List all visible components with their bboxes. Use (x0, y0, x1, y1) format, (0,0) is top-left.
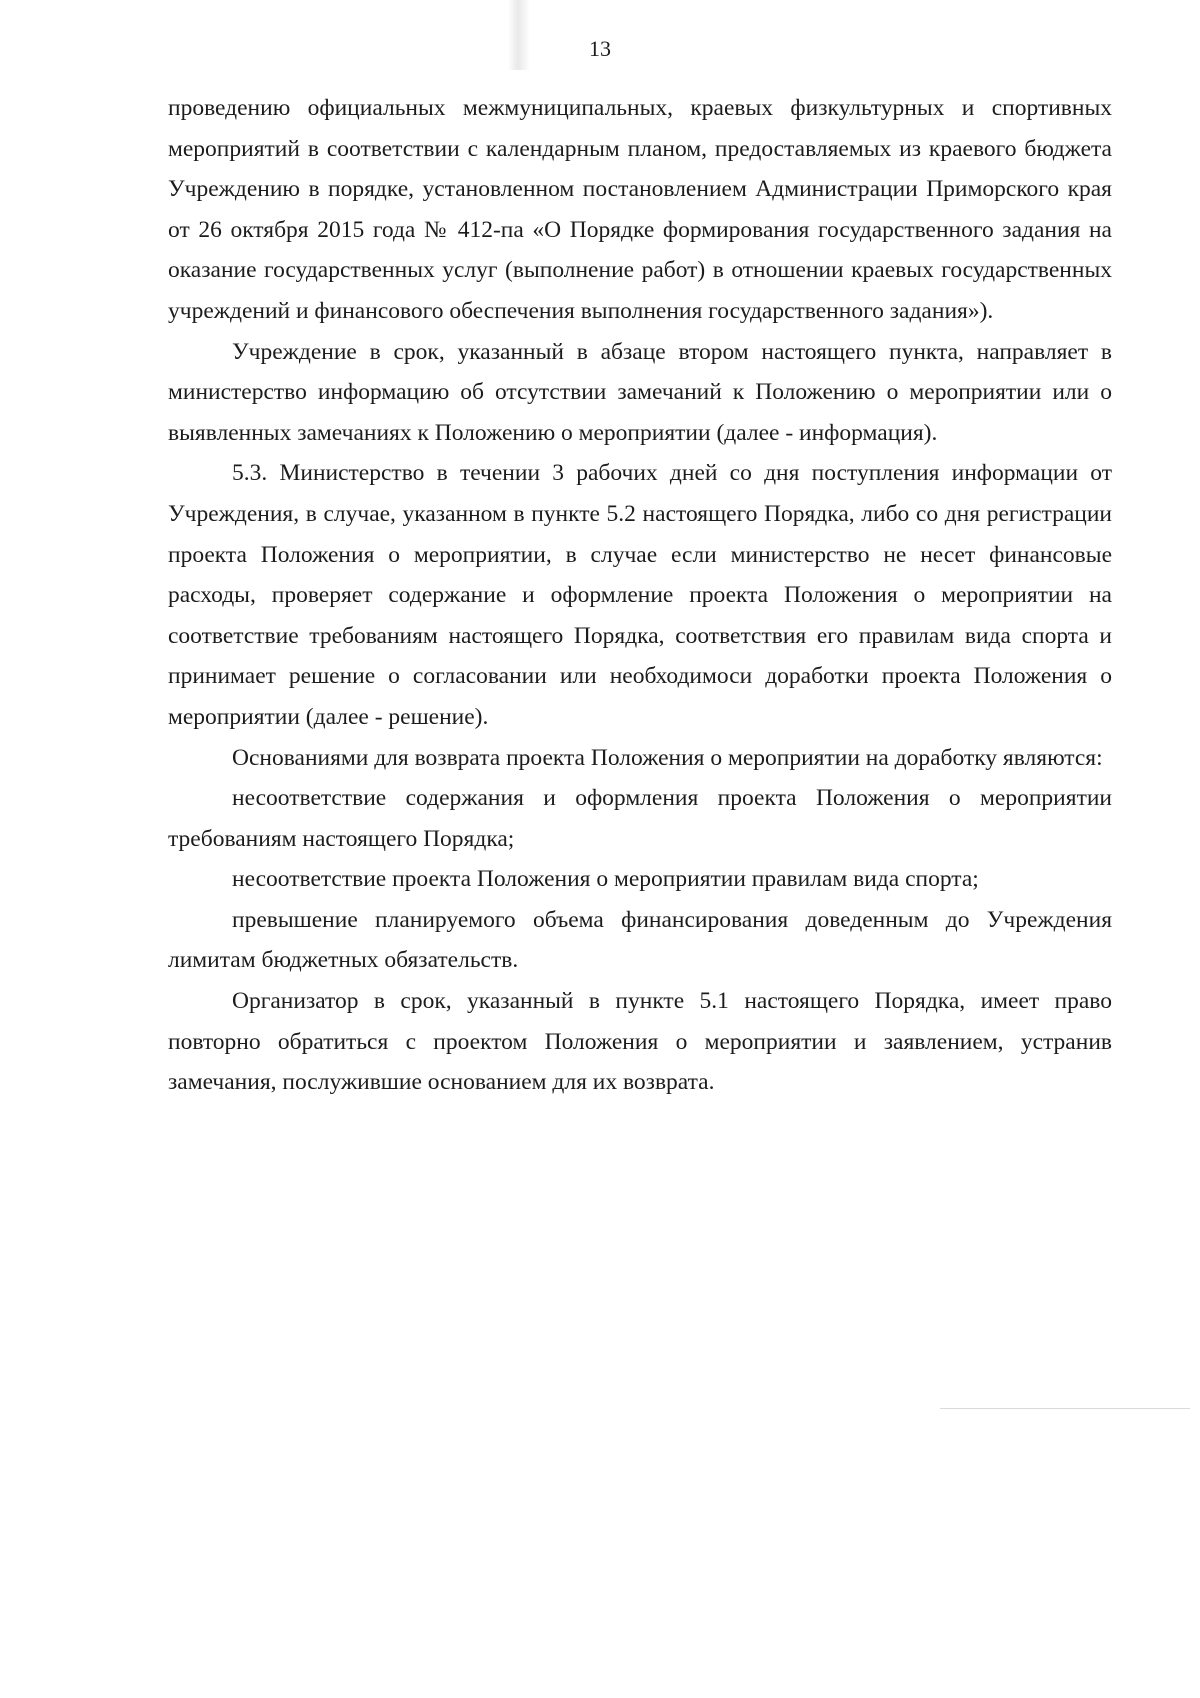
list-item-sport-rules-mismatch: несоответствие проекта Положения о мероприятии правилам вида спорта; (232, 866, 979, 893)
paragraph-institution-notice: Учреждение в срок, указанный в абзаце втором настоящего пункта, направляет в министерство информацию об отсутствии замечаний к Положению о мероприятии или о выявленных замечаниях к Положению о мероприятии (далее - информация). (168, 338, 1112, 446)
paragraph-5-3: 5.3. Министерство в течении 3 рабочих дней со дня поступления информации от Учреждения, в случае, указанном в пункте 5.2 настоящего Порядка, либо со дня регистрации проекта Положения о мероприятии, в случае если министерство не несет финансовые расходы, проверяет содержание и оформление проекта Положения о мероприятии на соответствие требованиям настоящего Порядка, соответствия его правилам вида спорта и принимает решение о согласовании или необходимоси доработки проекта Положения о мероприятии (далее - решение). (168, 460, 1112, 730)
paragraph-return-grounds: Основаниями для возврата проекта Положения о мероприятии на доработку являются: (232, 744, 1103, 771)
paragraph-resubmission: Организатор в срок, указанный в пункте 5.1 настоящего Порядка, имеет право повторно обратиться с проектом Положения о мероприятии и заявлением, устранив замечания, послужившие основанием для их возврата. (168, 988, 1112, 1096)
list-item-content-mismatch: несоответствие содержания и оформления проекта Положения о мероприятии требованиям настоящего Порядка; (168, 785, 1112, 852)
document-body (168, 88, 1112, 1103)
list-item-funding-excess: превышение планируемого объема финансирования доведенным до Учреждения лимитам бюджетных обязательств. (168, 906, 1112, 974)
scan-line-artifact (940, 1408, 1190, 1409)
page-number: 13 (589, 36, 611, 61)
paragraph-continuation: проведению официальных межмуниципальных, краевых физкультурных и спортивных мероприятий в соответствии с календарным планом, предоставляемых из краевого бюджета Учреждению в порядке, установленном постановлением Администрации Приморского края от 26 октября 2015 года № 412-па «О Порядке формирования государственного задания на оказание государственных услуг (выполнение работ) в отношении краевых государственных учреждений и финансового обеспечения выполнения государственного задания»). (168, 95, 1112, 324)
